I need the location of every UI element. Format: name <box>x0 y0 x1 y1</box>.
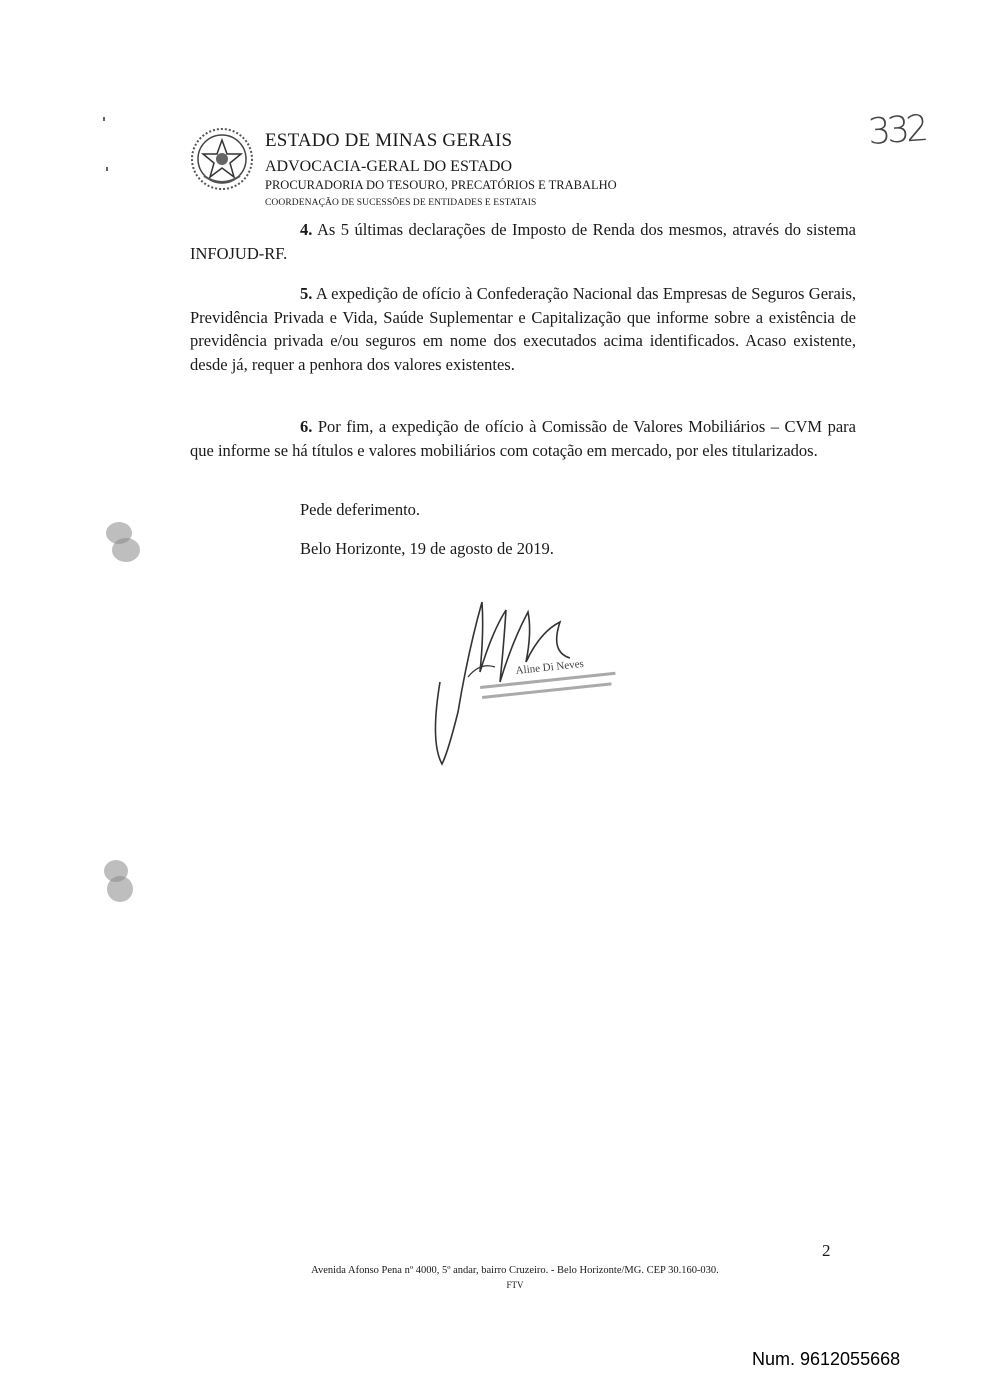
punch-hole-mark <box>112 538 140 562</box>
item-number: 4. <box>300 220 313 239</box>
item-text: As 5 últimas declarações de Imposto de Renda dos mesmos, através do sistema INFOJUD-RF. <box>190 220 857 263</box>
coat-of-arms-icon <box>190 126 254 192</box>
paragraph-item-5 <box>190 282 856 376</box>
signature-stamp-name: Aline Di Neves <box>515 657 585 677</box>
header-coordination: COORDENAÇÃO DE SUCESSÕES DE ENTIDADES E ESTATAIS <box>265 198 537 208</box>
handwritten-page-number: 332 <box>866 108 927 153</box>
item-text: Por fim, a expedição de ofício à Comissão de Valores Mobiliários – CVM para que informe se há títulos e valores mobiliários com cotação em mercado, por eles titularizados. <box>190 417 856 460</box>
paragraph-item-4 <box>190 218 856 265</box>
header-agency: ADVOCACIA-GERAL DO ESTADO <box>265 158 512 175</box>
punch-hole-mark <box>107 876 133 902</box>
item-text: A expedição de ofício à Confederação Nacional das Empresas de Seguros Gerais, Previdência Privada e Vida, Saúde Suplementar e Capitalização que informe sobre a existência de previdência privada e/ou seguros em nome dos executados acima identificados. Acaso existente, desde já, requer a penhora dos valores existentes. <box>190 284 856 374</box>
margin-tick <box>106 167 108 171</box>
footer-address: Avenida Afonso Pena nº 4000, 5º andar, bairro Cruzeiro. - Belo Horizonte/MG. CEP 30.160-030. <box>311 1265 719 1276</box>
paragraph-item-6 <box>190 415 856 462</box>
footer-initials: FTV <box>506 1280 524 1290</box>
item-number: 6. <box>300 417 313 436</box>
place-date: Belo Horizonte, 19 de agosto de 2019. <box>300 539 554 558</box>
closing-text: Pede deferimento. <box>300 500 421 519</box>
header-department: PROCURADORIA DO TESOURO, PRECATÓRIOS E TRABALHO <box>265 178 617 192</box>
item-number: 5. <box>300 284 313 303</box>
page-number: 2 <box>822 1241 831 1260</box>
margin-tick <box>103 117 105 121</box>
header-state: ESTADO DE MINAS GERAIS <box>265 130 513 151</box>
document-id: Num. 9612055668 <box>752 1349 901 1369</box>
signature <box>420 592 620 772</box>
